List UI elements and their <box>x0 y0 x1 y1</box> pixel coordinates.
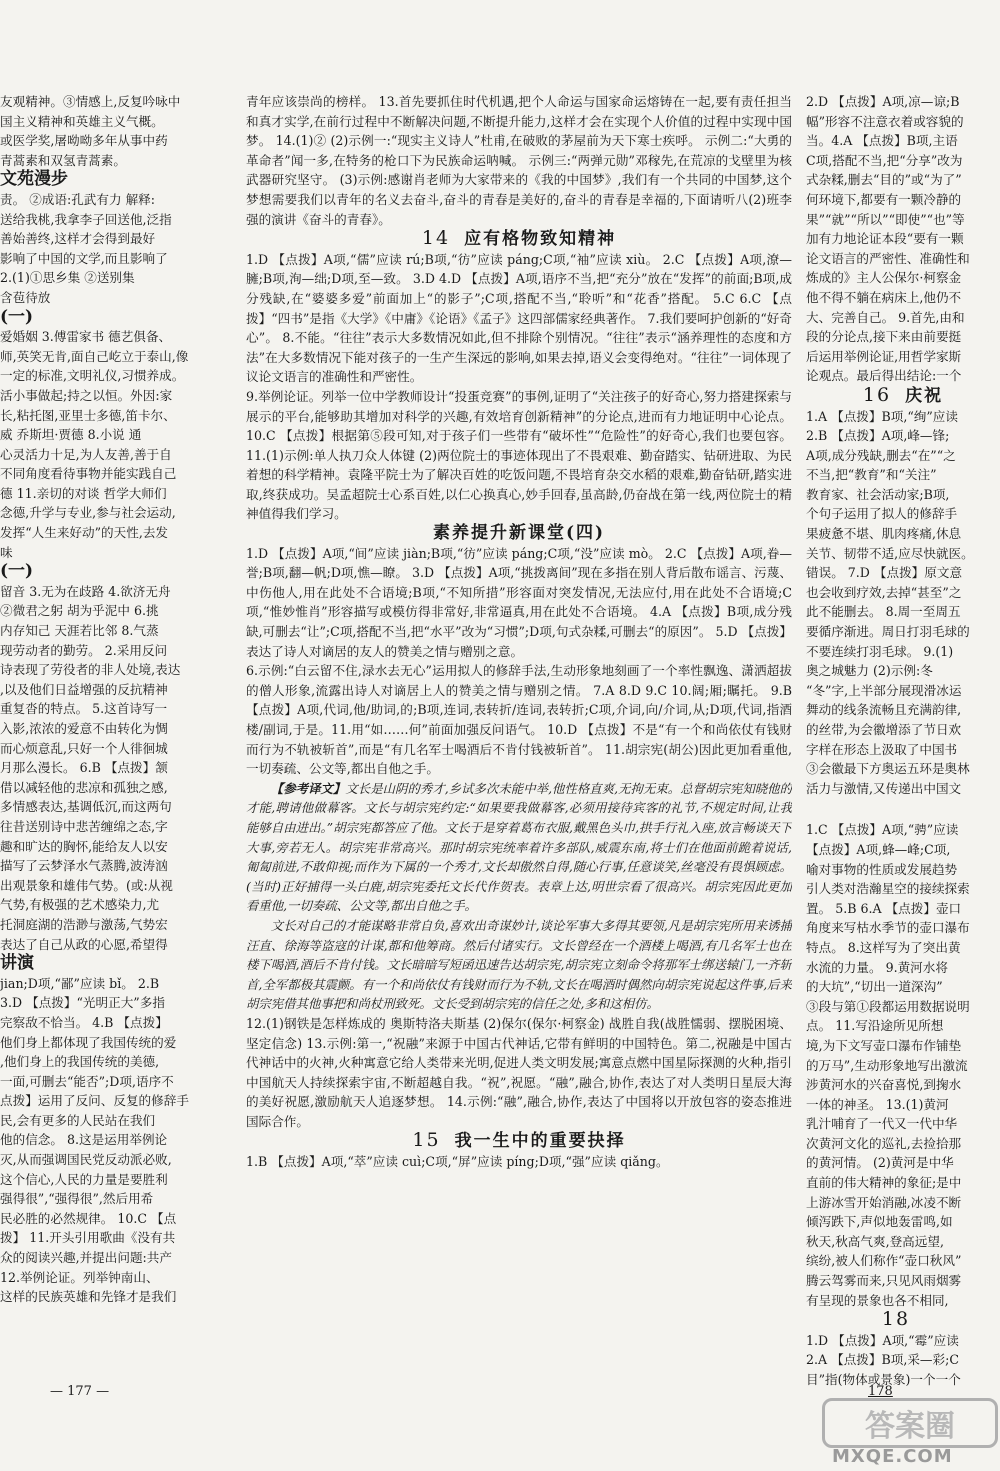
text-line: 式杂糅,删去“目的”或“为了” <box>806 172 962 188</box>
text-line: 不要连续打羽毛球。 9.(1) <box>806 643 954 659</box>
section-heading: (一) <box>0 561 34 582</box>
lesson-heading <box>246 229 792 250</box>
text-line: 特点。 8.这样写为了突出黄 <box>806 939 961 955</box>
text-line: 威 乔斯坦·贾德 8.小说 通 <box>0 427 142 443</box>
text-line: 的丝带,为会徽增添了节日欢 <box>806 722 962 737</box>
text-line: 1.A 【点拨】B项,“绚”应读 <box>806 408 958 424</box>
text-line: 往昔送别诗中悲苦缠绵之态,字 <box>0 818 168 834</box>
text-line: 借以减轻他的悲凉和孤独之感, <box>0 779 168 795</box>
text-line: 何环境下,都要有一颗冷静的 <box>806 191 962 207</box>
text-line: 影响了中国的文学,而且影响了 <box>0 250 168 266</box>
text-line: 个句子运用了拟人的修辞手 <box>806 506 958 522</box>
lesson-heading <box>806 1310 1000 1331</box>
text-line: 果”“就”“所以”“即使”“也”等 <box>806 211 965 227</box>
text-line: 这样的民族英雄和先锋才是我们 <box>0 1289 177 1305</box>
text-line: 不当,把“教育”和“关注” <box>806 467 937 483</box>
text-line: 的大坑”,“切出一道深沟” <box>806 979 943 995</box>
text-line: jian;D项,“鄙”应读 bǐ。 2.B <box>0 975 160 991</box>
text-line: 直前的伟大精神的象征;是中 <box>806 1175 962 1191</box>
text-line: 多情感表达,基调低沉,而这两句 <box>0 799 172 815</box>
text-line: 留音 3.无为在歧路 4.欲济无舟 <box>0 583 171 599</box>
text-line: 1.C 【点拨】A项,“骋”应读 <box>806 822 959 838</box>
left-column <box>0 92 208 1307</box>
text-line: 趣和旷达的胸怀,能给友人以安 <box>0 838 168 854</box>
answer-paragraph: 12.(1)钢铁是怎样炼成的 奥斯特洛夫斯基 (2)保尔(保尔·柯察金) 战胜自我(战胜懦弱、摆脱困境、坚定信念) 13.示例:第一,“祝融”来源于中国古代神话,它带有鲜明的中国特色。第二,祝融是中国古代神话中的火神,火种寓意它给人类带来光明,促进人类文明发展;寓意点燃中国星际探测的火种,指引中国航天人持续探索宇宙,不断超越自我。“祝”,祝愿。“融”,融合,协作,表达了对人类明日星辰大海的美好祝愿,激励航天人追逐梦想。 14.示例:“融”,融合,协作,表达了中国将以开放包容的姿态推进国际合作。 <box>246 1015 792 1129</box>
text-line: 一定的标准,文明礼仪,习惯养成。 <box>0 368 185 384</box>
text-line: 发挥“人生来好动”的天性,去发 <box>0 525 169 541</box>
text-line: 境,为下文写壶口瀑布作铺垫 <box>806 1037 962 1053</box>
text-line: 上游冰雪开始消融,冰凌不断 <box>806 1194 962 1210</box>
watermark-url: MXQE.COM <box>832 1446 953 1467</box>
text-line: 而心烦意乱,只好一个人徘徊城 <box>0 740 168 756</box>
text-line: 大、完善自己。 9.首先,由和 <box>806 309 965 325</box>
text-line: 托洞庭湖的浩渺与激荡,气势宏 <box>0 916 168 932</box>
lesson-heading <box>806 383 1000 407</box>
text-line: 点。 11.写沿途所见所想 <box>806 1018 944 1034</box>
text-line: 点拨】运用了反问、反复的修辞手 <box>0 1093 189 1109</box>
text-line: 炼成的》主人公保尔·柯察金 <box>806 270 962 286</box>
text-line: 【点拨】A项,蜂—峰;C项, <box>806 841 951 857</box>
lesson-number: 16 <box>862 383 892 406</box>
text-line: ,他们身上的我国传统的美德, <box>0 1054 160 1070</box>
text-line: C项,搭配不当,把“分享”改为 <box>806 152 963 168</box>
text-line: 此不能删去。 8.周一至周五 <box>806 604 961 620</box>
text-line: 长,粘托图,亚里士多德,笛卡尔、 <box>0 407 176 423</box>
answer-paragraph: 青年应该崇尚的榜样。 13.首先要抓住时代机遇,把个人命运与国家命运熔铸在一起,要有责任担当和真才实学,在前行过程中不断解决问题,不断提升能力,这样才会在实现个人价值的过程中实现中国梦。 14.(1)② (2)示例一:“现实主义诗人”杜甫,在破败的茅屋前为天下寒士疾呼。 示例二:“大勇的革命者”闻一多,在特务的枪口下为民族命运呐喊。 示例三:“两弹元勋”邓稼先,在荒凉的戈壁里为核武器研究坚守。 (3)示例:感谢肖老师为大家带来的《我的中国梦》,我们有一个共同的中国梦,这个梦想需要我们以青年的名义去奋斗,奋斗的青春是美好的,奋斗的青春是幸福的,下面请听八(2)班李强的演讲《奋斗的青春》。 <box>246 94 792 227</box>
answer-paragraph: 1.D 【点拨】A项,“儒”应读 rú;B项,“彷”应读 páng;C项,“袖”应读 xiù。 2.C 【点拨】A项,潦—臃;B项,洵—绌;D项,至—致。 3.D 4.D 【点拨】A项,语序不当,把“充分”放在“发挥”的前面;B项,成分残缺,在“婆婆多爱”前面加上“的影子”;C项,搭配不当,“聆听”和“花香”搭配。 5.C 6.C 【点拨】“四书”是指《大学》《中庸》《论语》《孟子》这四部儒家经典著作。 7.我们要呵护创新的“好奇心”。 8.不能。“往往”表示大多数情况如此,但不排除个别情况。“往往”表示“涵养理性的态度和方法”在大多数情况下能对孩子的一生产生深远的影响,如果去掉,语义会变得绝对。“往往”一词体现了议论文语言的准确性和严密性。 <box>246 251 792 385</box>
text-line: 含苞待放 <box>0 289 51 305</box>
translation-text: 文长是山阴的秀才,乡试多次未能中举,他性格直爽,无拘无束。总督胡宗宪知晓他的才能,聘请他做幕客。文长与胡宗宪约定:“如果要我做幕客,必须用接待宾客的礼节,不规定时间,让我能够自由进出。”胡宗宪都答应了他。文长于是穿着葛布衣服,戴黑色头巾,拱手行礼入座,放言畅谈天下大事,旁若无人。胡宗宪非常高兴。那时胡宗宪统率着许多部队,威震东南,将士们在他面前跪着说话,匍匐前进,不敢仰视;而作为下属的一个秀才,文长却傲然自得,随心行事,任意谈笑,丝毫没有畏惧顾虑。(当时)正好捕得一头白鹿,胡宗宪委托文长代作贺表。表章上达,明世宗看了很高兴。胡宗宪因此更加看重他,一切奏疏、公文等,都出自他之手。 <box>246 780 792 914</box>
text-line: 段的分论点,接下来由前要挺 <box>806 329 962 345</box>
text-line: 当。4.A 【点拨】B项,主语 <box>806 133 958 149</box>
text-line: 师,英笑无肯,面自己屹立于泰山,像 <box>0 348 189 364</box>
section-heading: 素养提升新课堂(四) <box>432 523 606 544</box>
text-line: 引人类对浩瀚星空的接续探索 <box>806 881 970 897</box>
text-line: 心灵活力十足,为人友善,善于自 <box>0 446 172 462</box>
answer-paragraph: 9.举例论证。列举一位中学教师设计“投蛋竞赛”的事例,证明了“关注孩子的好奇心,努力搭建探索与展示的平台,能够助其增加对科学的兴趣,有效培育创新精神”的分论点,进而有力地证明中心论点。 10.C 【点拨】根据第⑤段可知,对于孩子们一些带有“破坏性”“危险性”的好奇心,我们也要包容。 11.(1)示例:单人执刀众人体键 (2)两位院士的事迹体现出了不畏艰难、勤奋踏实、钻研进取、为民着想的科学精神。袁隆平院士为了解决百姓的吃饭问题,不畏培育杂交水稻的艰难,勤奋钻研,踏实进取,终获成功。吴孟超院士心系百姓,以仁心换真心,妙手回春,虽高龄,仍奋战在第一线,两位院士的精神值得我们学习。 <box>246 388 792 522</box>
text-line: 味 <box>0 544 13 560</box>
text-line: 念德,升学与专业,参与社会运动, <box>0 505 176 521</box>
text-line: 论观点。最后得出结论:一个 <box>806 368 962 384</box>
text-line: 他们身上都体现了我国传统的爱 <box>0 1034 177 1050</box>
text-line: 送给我桃,我拿李子回送他,泛指 <box>0 211 172 227</box>
text-line: 12.举例论证。列举钟南山、 <box>0 1269 159 1285</box>
text-line: “冬”字,上半部分展现滑冰运 <box>806 682 962 698</box>
text-line: 幅”形容不注意衣着或容貌的 <box>806 113 964 129</box>
text-line: 喻对事物的性质或发展趋势 <box>806 861 958 877</box>
text-line: 一面,可删去“能否”;D项,语序不 <box>0 1073 174 1089</box>
text-line: 论文语言的严密性、准确性和 <box>806 250 970 266</box>
lesson-title: 应有格物致知精神 <box>464 229 617 250</box>
text-line: 3.D 【点拨】“光明正大”多指 <box>0 995 165 1011</box>
text-line: 月那么漫长。 6.B 【点拨】颔 <box>0 760 168 776</box>
text-line: ③会徽最下方奥运五环是奥林 <box>806 761 970 777</box>
text-line: 重复沓的特点。 5.这首诗写一 <box>0 701 168 717</box>
text-line: 这个信心,人民的力量是要胜利 <box>0 1171 168 1187</box>
text-line: 或医学奖,屠呦呦多年从事中药 <box>0 133 168 149</box>
text-line: 不同角度看待事物并能实践自己 <box>0 466 177 482</box>
section-heading: 文苑漫步 <box>0 169 68 190</box>
text-line: 表达了自己从政的心愿,希望得 <box>0 936 168 952</box>
section-heading: (一) <box>0 306 34 327</box>
answer-paragraph: 1.B 【点拨】A项,“萃”应读 cuì;C项,“屏”应读 píng;D项,“强”应读 qiǎng。 <box>246 1154 669 1170</box>
text-line: 民必胜的必然规律。 10.C 【点 <box>0 1210 177 1226</box>
text-line: 奥之城魅力 (2)示例:冬 <box>806 663 933 679</box>
text-line: 加有力地论证本段“要有一颗 <box>806 231 964 247</box>
reference-translation <box>246 779 792 1014</box>
text-line: 众的阅读兴趣,并提出问题:共产 <box>0 1250 172 1266</box>
text-line: 他不得不躺在病床上,他仍不 <box>806 289 962 305</box>
answer-paragraph: 1.D 【点拨】A项,“间”应读 jiàn;B项,“彷”应读 páng;C项,“没”应读 mò。 2.C 【点拨】A项,眷—誉;B项,翻—帆;D项,憔—瞭。 3.D 【点拨】A项,“挑拨离间”现在多指在别人背后散布谣言、污蔑、中伤他人,用在此处不合语境;B项,“不知所措”形容面对突发情况,无法应付,用在此处不合语境;C项,“惟妙惟肖”形容描写或模仿得非常好,非常逼真,用在此处不合语境。 4.A 【点拨】B项,成分残缺,可删去“让”;C项,搭配不当,把“水平”改为“习惯”;D项,句式杂糅,可删去“的原因”。 5.D 【点拨】表达了诗人对谪居的友人的赞美之情与赠别之意。 <box>246 545 792 659</box>
text-line: 诗表现了劳役者的非人处境,表达 <box>0 662 181 678</box>
text-line: 教育家、社会活动家;B项, <box>806 486 950 502</box>
text-line: 角度来写枯水季节的壶口瀑布 <box>806 920 970 936</box>
text-line: 有呈现的景象也各不相同, <box>806 1292 949 1308</box>
text-line: 果疲惫不堪、肌肉疼痛,休息 <box>806 526 962 542</box>
text-line: 涉黄河水的兴奋喜悦,到掬水 <box>806 1077 962 1093</box>
section-heading: 讲演 <box>0 953 34 974</box>
text-line: 2.D 【点拨】A项,凉—谅;B <box>806 94 960 109</box>
text-line: 一体的神圣。 13.(1)黄河 <box>806 1096 949 1112</box>
text-line: 活力与激情,又传递出中国文 <box>806 780 962 796</box>
text-line: 内存知己 天涯若比邻 8.气蒸 <box>0 623 159 639</box>
lesson-heading <box>246 1131 792 1152</box>
text-line: 描写了云梦泽水气蒸腾,波涛汹 <box>0 858 168 874</box>
text-line: 拨】 11.开头引用歌曲《没有共 <box>0 1230 176 1246</box>
text-line: 缤纷,被人们称作“壶口秋风” <box>806 1253 962 1269</box>
text-line: 德 11.亲切的对谈 哲学大师们 <box>0 485 167 501</box>
right-column <box>806 92 1000 1390</box>
lesson-number: 15 <box>412 1129 441 1152</box>
text-line: 他的信念。 8.这是运用举例论 <box>0 1132 168 1148</box>
text-line: 次黄河文化的巡礼,去捡拾那 <box>806 1135 962 1151</box>
text-line: 秋天,秋高气爽,登高远望, <box>806 1233 944 1249</box>
text-line: 置。 5.B 6.A 【点拨】壶口 <box>806 900 962 916</box>
text-line: 的万马”,生动形象地写出激流 <box>806 1057 968 1073</box>
text-line: 舞动的线条流畅且充满韵律, <box>806 702 962 718</box>
lesson-title: 庆祝 <box>905 385 944 406</box>
lesson-title: 我一生中的重要抉择 <box>454 1131 626 1152</box>
text-line: A项,成分残缺,删去“在”“之 <box>806 447 956 463</box>
text-line: 友观精神。③情感上,反复吟咏中 <box>0 94 181 109</box>
text-line: 目”指(物体或景象)一个一个 <box>806 1372 961 1387</box>
text-line: ,以及他们日益增强的反抗精神 <box>0 681 168 697</box>
answer-paragraph: 6.示例:“白云留不住,渌水去无心”运用拟人的修辞手法,生动形象地刻画了一个率性飘逸、潇洒超拔的僧人形象,流露出诗人对谪居上人的赞美之情与赠别之情。 7.A 8.D 9.C 10.阔;厢;瞩托。 9.B 【点拨】A项,代词,他/助词,的;B项,连词,表转折/连词,表转折;C项,介词,向/介词,从;D项,代词,指酒楼/副词,于是。11.用“如……何”前面加强反问语气。 10.D 【点拨】不是“有一个和尚依仗有钱财而行为不轨被斩首”,而是“有几名军士喝酒后不肯付钱被斩首”。 11.胡宗宪(胡公)因此更加看重他,一切奏疏、公文等,都出自他之手。 <box>246 663 792 777</box>
text-line: 的黄河情。 (2)黄河是中华 <box>806 1155 954 1171</box>
text-line: 国主义精神和英雄主义气概。 <box>0 113 164 129</box>
text-line: 2.(1)①思乡集 ②送别集 <box>0 270 135 286</box>
middle-column <box>246 92 792 1172</box>
text-line: ③段与第①段都运用数据说明 <box>806 998 970 1014</box>
text-line: 乳汁哺育了一代又一代中华 <box>806 1116 958 1132</box>
text-line: 1.D 【点拨】A项,“霉”应读 <box>806 1332 959 1348</box>
text-line: 完察敌不恰当。 4.B 【点拨】 <box>0 1014 168 1030</box>
text-line: 倾泻跌下,声似地轰雷鸣,如 <box>806 1214 953 1230</box>
text-line: 关节、韧带不适,应尽快就医。 <box>806 545 974 561</box>
spacer <box>806 798 1000 820</box>
watermark-logo: 答案圈 <box>822 1398 998 1448</box>
text-line: 错误。 7.D 【点拨】原文意 <box>806 565 963 581</box>
page-number-right: 178 <box>868 1384 893 1399</box>
text-line: 灭,从而强调国民党反动派必败, <box>0 1152 172 1168</box>
text-line: 水流的力量。 9.黄河水将 <box>806 959 948 975</box>
text-line: 气势,有极强的艺术感染力,尤 <box>0 897 160 913</box>
text-line: 要循序渐进。周日打羽毛球的 <box>806 624 970 640</box>
text-line: 后运用举例论证,用哲学家斯 <box>806 348 962 364</box>
text-line: 2.B 【点拨】A项,峰—锋; <box>806 428 950 444</box>
lesson-number: 18 <box>881 1308 911 1331</box>
text-line: 入影,浓浓的爱意不由转化为惆 <box>0 721 168 736</box>
text-line: 善始善终,这样才会得到最好 <box>0 231 156 247</box>
text-line: 青蒿素和双氢青蒿素。 <box>0 152 126 168</box>
watermark <box>812 1398 998 1468</box>
text-line: 现劳动者的勤劳。 2.采用反问 <box>0 642 168 658</box>
text-line: 也会收到疗效,去掉“甚至”之 <box>806 584 962 600</box>
text-line: 责。 ②成语:孔武有力 解释: <box>0 191 156 207</box>
text-line: 2.A 【点拨】B项,采—彩;C <box>806 1352 960 1368</box>
text-line: 强得很”,“强得很”,然后用希 <box>0 1191 154 1207</box>
text-line: ②微君之躬 胡为乎泥中 6.挑 <box>0 603 159 619</box>
translation-label: 【参考译文】 <box>270 780 346 796</box>
text-line: 字样在形态上汲取了中国书 <box>806 741 958 757</box>
lesson-number: 14 <box>421 227 451 250</box>
page-number-left: — 177 — <box>50 1384 110 1399</box>
text-line: 民,会有更多的人民站在我们 <box>0 1112 156 1128</box>
text-line: 腾云驾雾而来,只见风雨烟雾 <box>806 1273 962 1289</box>
text-line: 出观景象和雄伟气势。(或:从视 <box>0 877 173 893</box>
translation-text: 文长对自己的才能谋略非常自负,喜欢出奇谋妙计,谈论军事大多得其要领,凡是胡宗宪所用来诱捕汪直、徐海等盗寇的计谋,都和他筹商。然后付诸实行。文长曾经在一个酒楼上喝酒,有几名军士也在楼下喝酒,酒后不肯付钱。文长暗暗写短函迅速告达胡宗宪,胡宗宪立刻命令将那军士绑送辕门,一齐斩首,全军都极其震颤。有一个和尚依仗有钱财而行为不轨,文长在喝酒时偶然向胡宗宪说起这件事,后来胡宗宪借其他事把和尚杖刑致死。文长受到胡宗宪的信任之处,多和这相仿。 <box>246 917 792 1012</box>
text-line: 爱婚姻 3.傅雷家书 德艺俱备、 <box>0 329 172 345</box>
text-line: 活小事做起;持之以恒。外因:家 <box>0 387 173 403</box>
